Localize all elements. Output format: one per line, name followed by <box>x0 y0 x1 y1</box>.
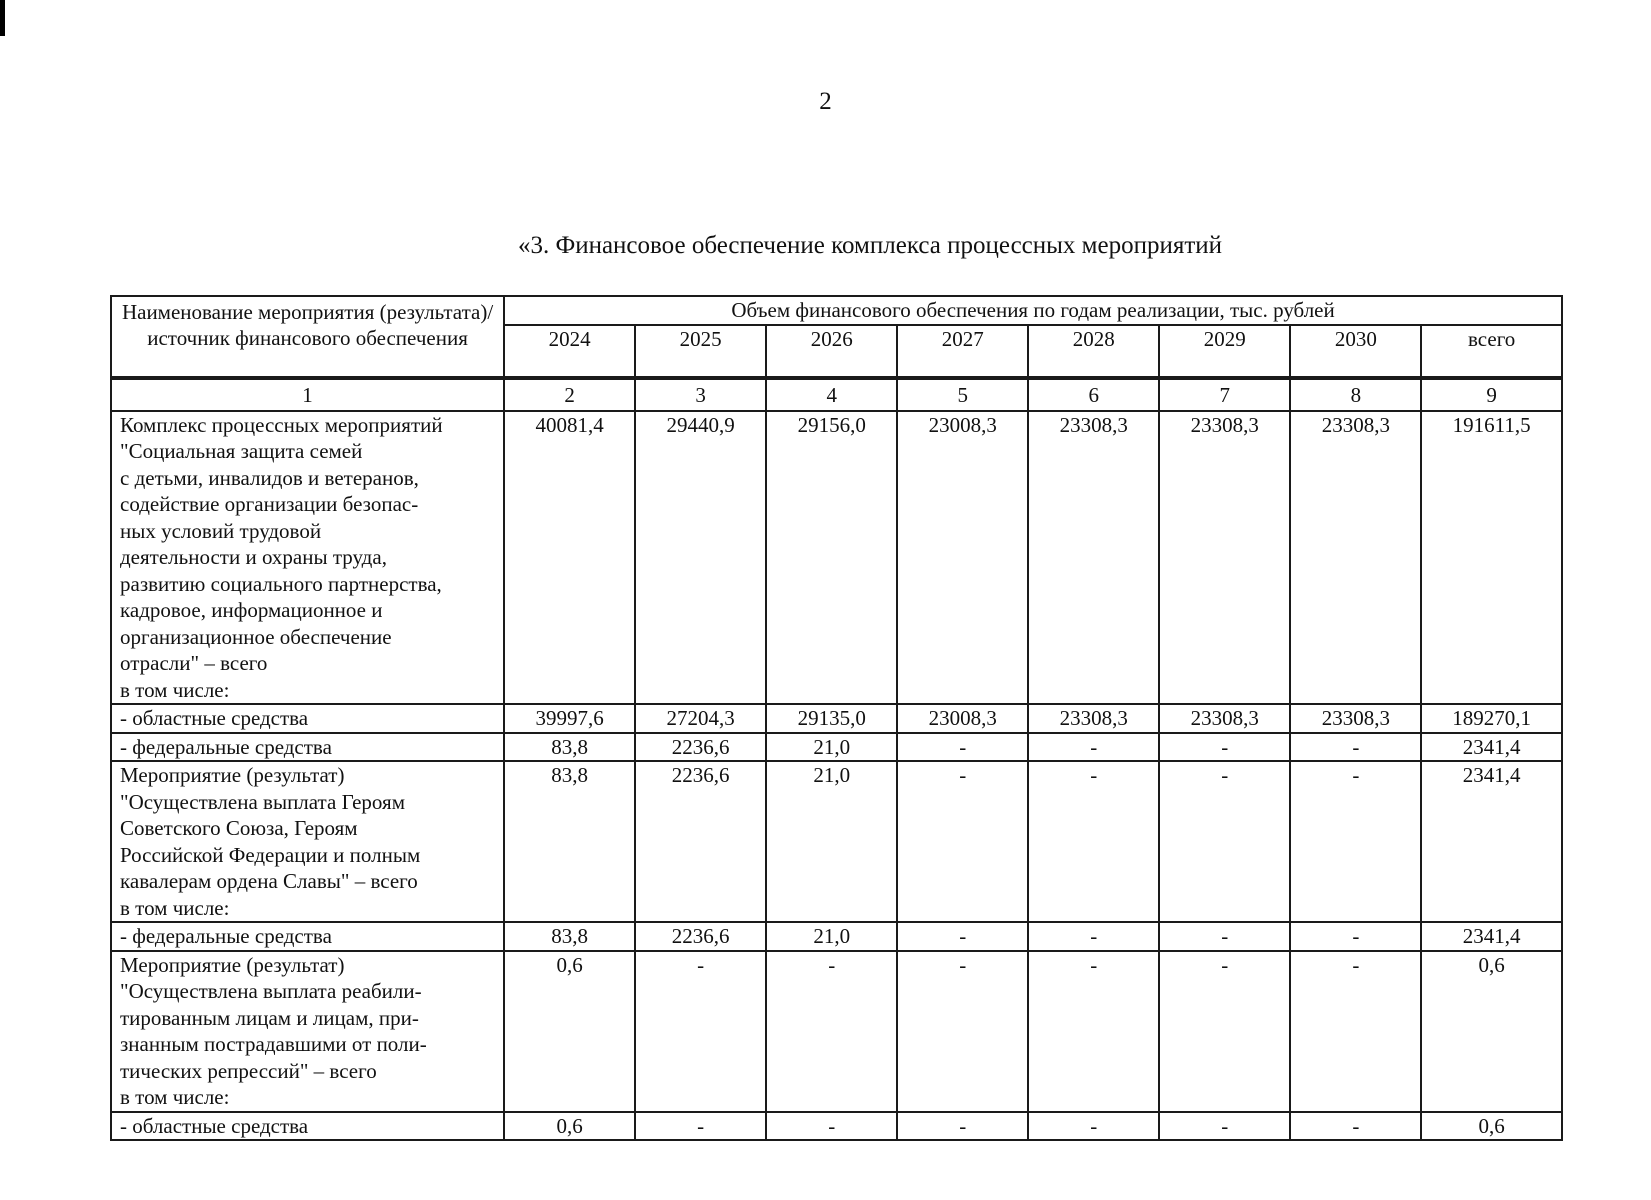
column-number-row <box>111 378 1562 411</box>
row-name-line: Мероприятие (результат) <box>120 952 345 977</box>
row-name-line: - областные средства <box>120 1113 309 1138</box>
scan-edge-mark <box>0 0 5 36</box>
value-cell: - <box>635 951 766 1112</box>
value-cell: 2341,4 <box>1421 761 1562 922</box>
column-number: 7 <box>1159 378 1290 411</box>
row-name-cell <box>111 761 504 922</box>
year-header-2024: 2024 <box>504 325 635 378</box>
value-cell: - <box>1028 761 1159 922</box>
row-name-line: в том числе: <box>120 895 230 920</box>
value-cell: 23308,3 <box>1159 411 1290 705</box>
value-cell: 21,0 <box>766 733 897 762</box>
value-cell: 23308,3 <box>1290 411 1421 705</box>
value-cell: - <box>1290 951 1421 1112</box>
year-header-2030: 2030 <box>1290 325 1421 378</box>
column-number: 2 <box>504 378 635 411</box>
value-cell: 2236,6 <box>635 733 766 762</box>
row-name-line: деятельности и охраны труда, <box>120 545 387 569</box>
column-number: 8 <box>1290 378 1421 411</box>
value-cell: - <box>1159 922 1290 951</box>
row-name-line: содействие организации безопас- <box>120 492 419 516</box>
value-cell: 83,8 <box>504 761 635 922</box>
row-name-cell <box>111 922 504 951</box>
row-name-line: "Осуществлена выплата реабили- <box>120 979 422 1003</box>
row-name-line: отрасли" – всего <box>120 651 268 675</box>
row-name-line: организационное обеспечение <box>120 624 392 649</box>
value-cell: 0,6 <box>504 1112 635 1141</box>
column-number: 6 <box>1028 378 1159 411</box>
year-header-2026: 2026 <box>766 325 897 378</box>
value-cell: - <box>1290 733 1421 762</box>
row-name-line: с детьми, инвалидов и ветеранов, <box>120 465 419 490</box>
value-cell: - <box>1290 761 1421 922</box>
column-number: 3 <box>635 378 766 411</box>
row-name-line: в том числе: <box>120 677 230 702</box>
table-row <box>111 733 1562 762</box>
row-name-cell <box>111 1112 504 1141</box>
row-name-line: тированным лицам и лицам, при- <box>120 1005 419 1030</box>
table-row <box>111 704 1562 733</box>
value-cell: 23008,3 <box>897 704 1028 733</box>
row-name-line: - областные средства <box>120 706 309 730</box>
page-number: 2 <box>819 88 832 115</box>
value-cell: - <box>1028 733 1159 762</box>
value-cell: - <box>1159 1112 1290 1141</box>
header-row-group <box>111 296 1562 325</box>
value-cell: 39997,6 <box>504 704 635 733</box>
column-number: 1 <box>111 378 504 411</box>
value-cell: - <box>897 951 1028 1112</box>
document-title: «3. Финансовое обеспечение комплекса процессных мероприятий <box>517 232 1223 259</box>
value-cell: 29440,9 <box>635 411 766 705</box>
row-name-line: знанным пострадавшими от поли- <box>120 1032 427 1056</box>
value-cell: 83,8 <box>504 922 635 951</box>
value-cell: 2236,6 <box>635 922 766 951</box>
value-cell: 29156,0 <box>766 411 897 705</box>
value-cell: 2236,6 <box>635 761 766 922</box>
table-row <box>111 922 1562 951</box>
value-cell: - <box>1028 951 1159 1112</box>
year-header-2028: 2028 <box>1028 325 1159 378</box>
row-name-line: в том числе: <box>120 1085 230 1109</box>
value-cell: - <box>1159 951 1290 1112</box>
value-cell: - <box>1290 1112 1421 1141</box>
header-group-cell: Объем финансового обеспечения по годам реализации, тыс. рублей <box>504 296 1562 325</box>
row-name-line: - федеральные средства <box>120 734 332 759</box>
value-cell: 191611,5 <box>1421 411 1562 705</box>
value-cell: - <box>766 951 897 1112</box>
value-cell: - <box>766 1112 897 1141</box>
value-cell: - <box>897 1112 1028 1141</box>
row-name-cell <box>111 951 504 1112</box>
value-cell: 23008,3 <box>897 411 1028 705</box>
row-name-line: Советского Союза, Героям <box>120 816 358 840</box>
value-cell: 83,8 <box>504 733 635 762</box>
table-row <box>111 1112 1562 1141</box>
row-name-line: кадровое, информационное и <box>120 598 383 622</box>
column-number: 9 <box>1421 378 1562 411</box>
row-name-line: тических репрессий" – всего <box>120 1058 377 1083</box>
header-name-cell: Наименование мероприятия (результата)/ источник финансового обеспечения <box>111 296 504 378</box>
value-cell: - <box>897 761 1028 922</box>
table-row <box>111 761 1562 922</box>
value-cell: 0,6 <box>504 951 635 1112</box>
row-name-cell <box>111 411 504 705</box>
row-name-line: развитию социального партнерства, <box>120 571 442 596</box>
value-cell: - <box>1159 733 1290 762</box>
value-cell: 23308,3 <box>1028 704 1159 733</box>
row-name-line: кавалерам ордена Славы" – всего <box>120 869 418 893</box>
year-header-total: всего <box>1421 325 1562 378</box>
value-cell: 21,0 <box>766 761 897 922</box>
row-name-line: ных условий трудовой <box>120 518 322 543</box>
value-cell: 23308,3 <box>1290 704 1421 733</box>
financing-table <box>110 295 1563 1141</box>
value-cell: 23308,3 <box>1028 411 1159 705</box>
value-cell: 40081,4 <box>504 411 635 705</box>
value-cell: 23308,3 <box>1159 704 1290 733</box>
value-cell: - <box>897 922 1028 951</box>
row-name-cell <box>111 733 504 762</box>
value-cell: - <box>897 733 1028 762</box>
value-cell: - <box>1028 1112 1159 1141</box>
year-header-2029: 2029 <box>1159 325 1290 378</box>
table-row <box>111 411 1562 705</box>
row-name-cell <box>111 704 504 733</box>
value-cell: 21,0 <box>766 922 897 951</box>
table-row <box>111 951 1562 1112</box>
column-number: 4 <box>766 378 897 411</box>
value-cell: 2341,4 <box>1421 922 1562 951</box>
row-name-line: - федеральные средства <box>120 924 332 948</box>
value-cell: 2341,4 <box>1421 733 1562 762</box>
row-name-line: Российской Федерации и полным <box>120 842 421 867</box>
row-name-line: "Осуществлена выплата Героям <box>120 789 405 814</box>
year-header-2025: 2025 <box>635 325 766 378</box>
value-cell: - <box>1028 922 1159 951</box>
value-cell: 0,6 <box>1421 951 1562 1112</box>
value-cell: 29135,0 <box>766 704 897 733</box>
value-cell: 189270,1 <box>1421 704 1562 733</box>
column-number: 5 <box>897 378 1028 411</box>
table-body <box>111 411 1562 1141</box>
value-cell: 0,6 <box>1421 1112 1562 1141</box>
value-cell: 27204,3 <box>635 704 766 733</box>
value-cell: - <box>1290 922 1421 951</box>
year-header-2027: 2027 <box>897 325 1028 378</box>
row-name-line: "Социальная защита семей <box>120 439 363 463</box>
row-name-line: Комплекс процессных мероприятий <box>120 412 443 437</box>
value-cell: - <box>635 1112 766 1141</box>
value-cell: - <box>1159 761 1290 922</box>
row-name-line: Мероприятие (результат) <box>120 763 345 787</box>
